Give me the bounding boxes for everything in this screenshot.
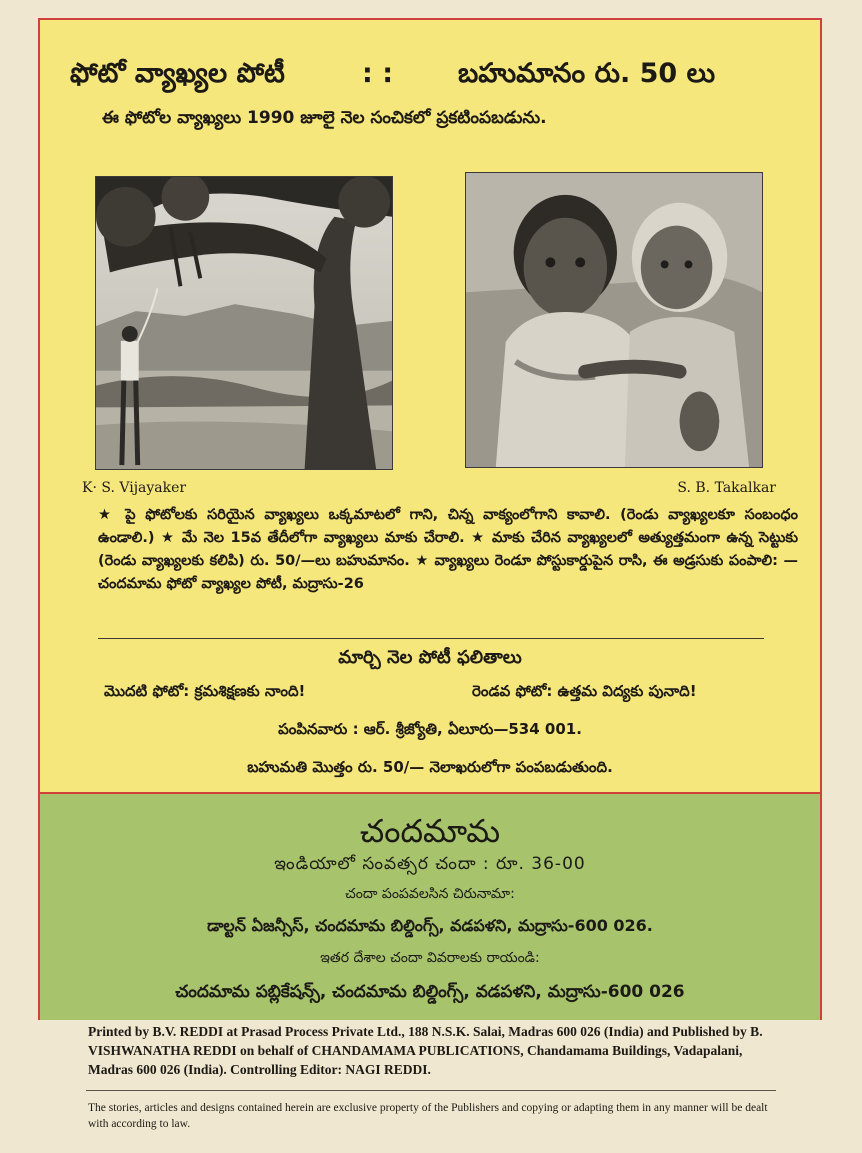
- page-frame: [38, 18, 822, 1020]
- photo-credit-right: S. B. Takalkar: [677, 480, 776, 496]
- foreign-subscription-address: చందమామ పబ్లికేషన్స్, చందమామ బిల్డింగ్స్, వడపళని, మద్రాసు-600 026: [175, 982, 685, 1002]
- prize-note: బహుమతి మొత్తం రు. 50/— నెలాఖరులోగా పంపబడుతుంది.: [247, 758, 613, 776]
- subscription-address: డాల్టన్ ఏజన్సీస్, చందమామ బిల్డింగ్స్, వడపళని, మద్రాసు-600 026.: [207, 916, 653, 935]
- contest-title: [70, 58, 790, 98]
- second-photo-result: రెండవ ఫోటో: ఉత్తమ విద్యకు పునాది!: [472, 682, 697, 700]
- contest-title-left: ఫోటో వ్యాఖ్యల పోటీ: [70, 58, 285, 89]
- chandamama-title: చందమామ: [359, 812, 501, 850]
- photo-contest-panel: [40, 20, 820, 790]
- photo-credit-left: K· S. Vijayaker: [82, 480, 187, 496]
- children-photo-image: [466, 173, 762, 467]
- footer-divider: [86, 1090, 776, 1091]
- tree-climbing-photo: [95, 176, 393, 470]
- india-subscription-rate: ఇండియాలో సంవత్సర చందా : రూ. 36-00: [274, 854, 586, 874]
- contest-rules: ★ పై ఫోటోలకు సరియైన వ్యాఖ్యలు ఒక్కమాటలో గాని, చిన్న వాక్యంలోగాని కావాలి. (రెండు వ్యాఖ్యలకూ సంబంధం ఉండాలి.) ★ మే నెల 15వ తేదీలోగా వ్యాఖ్యలు మాకు చేరాలి. ★ మాకు చేరిన వ్యాఖ్యలలో అత్యుత్తమంగా ఉన్న సెట్టుకు (రెండు వ్యాఖ్యలకు కలిపి) రు. 50/—లు బహుమానం. ★ వ్యాఖ్యలు రెండూ పోస్టుకార్డుపైన రాసి, ఈ అడ్రసుకు పంపాలి: — చందమామ ఫోటో వ్యాఖ్యల పోటీ, మద్రాసు-26: [98, 507, 798, 592]
- printer-publisher-note: Printed by B.V. REDDI at Prasad Process Private Ltd., 188 N.S.K. Salai, Madras 600 026 (India) and Published by B. VISHWANATHA REDDI on behalf of CHANDAMAMA PUBLICATIONS, Chandamama Buildings, Vadapalani, Madras 600 026 (India). Controlling Editor: NAGI REDDI.: [88, 1024, 763, 1077]
- first-photo-result: మొదటి ఫోటో: క్రమశిక్షణకు నాంది!: [104, 682, 306, 700]
- tree-climbing-photo-image: [96, 177, 392, 469]
- subscription-panel: [40, 792, 820, 1020]
- results-title: మార్చి నెల పోటీ ఫలితాలు: [338, 647, 522, 668]
- divider: [98, 638, 764, 639]
- contest-prize-title: బహుమానం రు. 50 లు: [458, 58, 716, 89]
- contest-title-colon: : :: [362, 58, 393, 89]
- foreign-subscription-label: ఇతర దేశాల చందా వివరాలకు రాయండి:: [320, 950, 540, 966]
- subscription-address-label: చందా పంపవలసిన చిరునామా:: [345, 886, 515, 902]
- copyright-note: The stories, articles and designs contained herein are exclusive property of the Publishers and copying or adapting them in any manner will be dealt with according to law.: [88, 1102, 768, 1130]
- children-photo: [465, 172, 763, 468]
- winner-sender: పంపినవారు : ఆర్. శ్రీజ్యోతి, ఏలూరు—534 001.: [278, 720, 582, 738]
- contest-subtitle: ఈ ఫోటోల వ్యాఖ్యలు 1990 జూలై నెల సంచికలో ప్రకటింపబడును.: [102, 108, 547, 128]
